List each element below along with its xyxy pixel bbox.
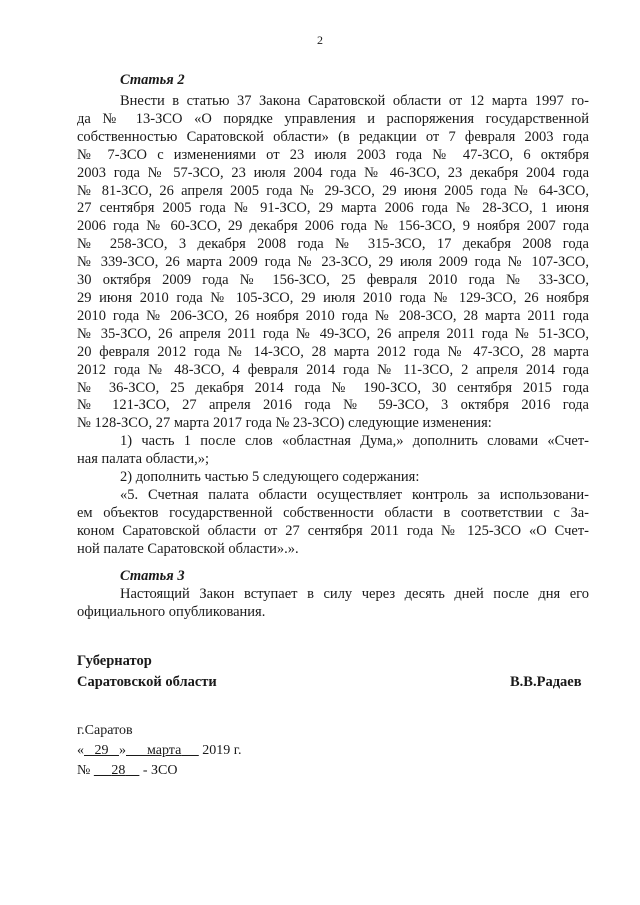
- text-line: № 81-ЗСО, 26 апреля 2005 года № 29-ЗСО, 29 июня 2005 года № 64-ЗСО,: [77, 182, 589, 199]
- page-number: 2: [317, 33, 323, 47]
- text-line: № 339-ЗСО, 26 марта 2009 года № 23-ЗСО, 29 июля 2009 года № 107-ЗСО,: [77, 254, 589, 271]
- amendment-part-5: [77, 487, 589, 559]
- article-3-body: [77, 586, 589, 622]
- text-line: 2006 года № 60-ЗСО, 29 декабря 2006 года № 156-ЗСО, 9 ноября 2007 года: [77, 218, 589, 235]
- signatory-position: [77, 651, 217, 693]
- text-line: 30 октября 2009 года № 156-ЗСО, 25 февраля 2010 года № 33-ЗСО,: [77, 272, 589, 289]
- text-line: 27 сентября 2005 года № 91-ЗСО, 29 марта 2006 года № 28-ЗСО, 1 июня: [77, 200, 589, 217]
- amendment-item-1: [77, 433, 589, 469]
- text-line: официального опубликования.: [77, 603, 266, 620]
- enactment-city: г.Саратов: [77, 723, 133, 738]
- text-line: № 35-ЗСО, 26 апреля 2011 года № 49-ЗСО, 26 апреля 2011 года № 51-ЗСО,: [77, 325, 589, 342]
- text-line: 1) часть 1 после слов «областная Дума,» дополнить словами «Счет-: [120, 433, 589, 449]
- text-line: 2010 года № 206-ЗСО, 26 ноября 2010 года № 208-ЗСО, 28 марта 2011 года: [77, 307, 589, 324]
- text-line: № 36-ЗСО, 25 декабря 2014 года № 190-ЗСО, 30 сентября 2015 года: [77, 379, 589, 396]
- text-line: Внести в статью 37 Закона Саратовской области от 12 марта 1997 го-: [120, 93, 589, 109]
- text-line: коном Саратовской области от 27 сентября 2011 года № 125-ЗСО «О Счет-: [77, 522, 589, 539]
- text-line: Настоящий Закон вступает в силу через десять дней после дня его: [120, 586, 589, 602]
- article-2-body: [77, 93, 589, 433]
- text-line: 29 июня 2010 года № 105-ЗСО, 29 июля 2010 года № 129-ЗСО, 26 ноября: [77, 289, 589, 306]
- date-day: 29: [94, 743, 109, 758]
- law-number: № 28 - ЗСО: [77, 763, 178, 778]
- text-line: да № 13-ЗСО «О порядке управления и распоряжения государственной: [77, 110, 589, 127]
- text-line: № 128-ЗСО, 27 марта 2017 года № 23-ЗСО) следующие изменения:: [77, 415, 492, 432]
- enactment-details: [77, 721, 241, 781]
- text-line: ная палата области,»;: [77, 450, 210, 467]
- text-line: 2003 года № 57-ЗСО, 23 июля 2004 года № 46-ЗСО, 23 декабря 2004 года: [77, 164, 589, 181]
- date-year: 2019 г.: [202, 743, 242, 758]
- text-line: № 7-ЗСО с изменениями от 23 июля 2003 года № 47-ЗСО, 6 октября: [77, 146, 589, 163]
- article-3-title: Статья 3: [120, 568, 185, 584]
- article-2-title: Статья 2: [120, 72, 185, 88]
- text-line: № 258-ЗСО, 3 декабря 2008 года № 315-ЗСО, 17 декабря 2008 года: [77, 236, 589, 253]
- position-line: Губернатор: [77, 653, 152, 669]
- amendment-item-2: 2) дополнить частью 5 следующего содержания:: [120, 469, 420, 485]
- text-line: 20 февраля 2012 года № 14-ЗСО, 28 марта 2012 года № 47-ЗСО, 28 марта: [77, 343, 589, 360]
- law-number-value: 28: [111, 763, 126, 778]
- text-line: собственностью Саратовской области» (в редакции от 7 февраля 2003 года: [77, 128, 589, 145]
- text-line: ной палате Саратовской области».».: [77, 540, 299, 557]
- signatory-name: В.В.Радаев: [510, 674, 582, 690]
- text-line: № 121-ЗСО, 27 апреля 2016 года № 59-ЗСО, 3 октября 2016 года: [77, 397, 589, 414]
- date-month: марта: [147, 743, 182, 758]
- enactment-date: « 29 » марта 2019 г.: [77, 743, 242, 758]
- text-line: «5. Счетная палата области осуществляет контроль за использовани-: [120, 487, 589, 503]
- position-line: Саратовской области: [77, 674, 217, 690]
- text-line: ем объектов государственной собственности области в соответствии с За-: [77, 504, 589, 521]
- text-line: 2012 года № 48-ЗСО, 4 февраля 2014 года № 11-ЗСО, 2 апреля 2014 года: [77, 361, 589, 378]
